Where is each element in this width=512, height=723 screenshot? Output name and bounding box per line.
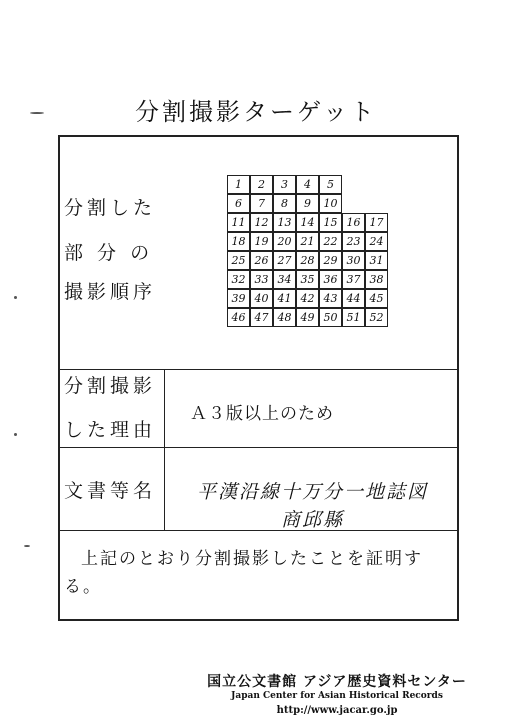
page-title: 分割撮影ターゲット: [134, 98, 378, 126]
scan-speck: [14, 296, 17, 299]
grid-cell: 43: [319, 289, 342, 308]
grid-cell: 8: [273, 194, 296, 213]
grid-cell: 5: [319, 175, 342, 194]
grid-cell: 6: [227, 194, 250, 213]
docname-value-line1: 平漢沿線十万分一地誌図: [196, 481, 428, 503]
grid-cell: 38: [365, 270, 388, 289]
grid-cell: 4: [296, 175, 319, 194]
grid-cell: 47: [250, 308, 273, 327]
docname-label: 文書等名: [64, 480, 157, 502]
grid-cell: 33: [250, 270, 273, 289]
grid-cell: 41: [273, 289, 296, 308]
grid-cell: 15: [319, 213, 342, 232]
scan-speck: [14, 433, 17, 436]
grid-cell: 52: [365, 308, 388, 327]
grid-cell: 29: [319, 251, 342, 270]
grid-cell: 16: [342, 213, 365, 232]
footer: [172, 671, 502, 716]
grid-cell: 20: [273, 232, 296, 251]
grid-cell: 51: [342, 308, 365, 327]
certification-text: 上記のとおり分割撮影したことを証明する。: [64, 549, 423, 597]
target-form-frame: [58, 135, 459, 621]
grid-cell: 27: [273, 251, 296, 270]
grid-cell: 2: [250, 175, 273, 194]
grid-cell: 19: [250, 232, 273, 251]
row-divider-1: [60, 369, 457, 370]
grid-cell: 40: [250, 289, 273, 308]
grid-cell: 44: [342, 289, 365, 308]
grid-cell: 21: [296, 232, 319, 251]
grid-cell: 35: [296, 270, 319, 289]
reason-value: Ａ３版以上のため: [190, 404, 334, 424]
grid-cell: 24: [365, 232, 388, 251]
grid-cell: 39: [227, 289, 250, 308]
grid-cell: 13: [273, 213, 296, 232]
grid-cell: 7: [250, 194, 273, 213]
grid-cell: 17: [365, 213, 388, 232]
grid-cell: 25: [227, 251, 250, 270]
grid-cell: 11: [227, 213, 250, 232]
grid-cell: 42: [296, 289, 319, 308]
docname-value-line2: 商邱縣: [280, 509, 344, 531]
grid-cell: 22: [319, 232, 342, 251]
grid-cell: 34: [273, 270, 296, 289]
grid-cell: 45: [365, 289, 388, 308]
grid-cell: 23: [342, 232, 365, 251]
grid-cell: 12: [250, 213, 273, 232]
grid-cell: 32: [227, 270, 250, 289]
scan-speck: [24, 545, 30, 547]
grid-cell: 1: [227, 175, 250, 194]
grid-cell: 10: [319, 194, 342, 213]
grid-cell: 46: [227, 308, 250, 327]
grid-cell: 3: [273, 175, 296, 194]
order-label-line1: 分割した: [64, 197, 157, 219]
grid-cell: 14: [296, 213, 319, 232]
order-label-line2: 部 分 の: [64, 242, 154, 264]
org-name-en: Japan Center for Asian Historical Records: [231, 691, 443, 701]
grid-cell: 26: [250, 251, 273, 270]
grid-cell: 28: [296, 251, 319, 270]
scan-speck: [30, 112, 44, 114]
reason-label-line2: した理由: [64, 419, 157, 441]
grid-cell: 48: [273, 308, 296, 327]
grid-cell: 31: [365, 251, 388, 270]
org-name-jp: 国立公文書館 アジア歴史資料センター: [207, 674, 467, 690]
grid-cell: 37: [342, 270, 365, 289]
grid-cell: 30: [342, 251, 365, 270]
row-divider-2: [60, 447, 457, 448]
grid-cell: 50: [319, 308, 342, 327]
reason-label-line1: 分割撮影: [64, 375, 157, 397]
grid-cell: 18: [227, 232, 250, 251]
grid-cell: 49: [296, 308, 319, 327]
order-label-line3: 撮影順序: [64, 281, 157, 303]
grid-cell: 36: [319, 270, 342, 289]
grid-cell: 9: [296, 194, 319, 213]
org-url: http://www.jacar.go.jp: [276, 705, 398, 716]
